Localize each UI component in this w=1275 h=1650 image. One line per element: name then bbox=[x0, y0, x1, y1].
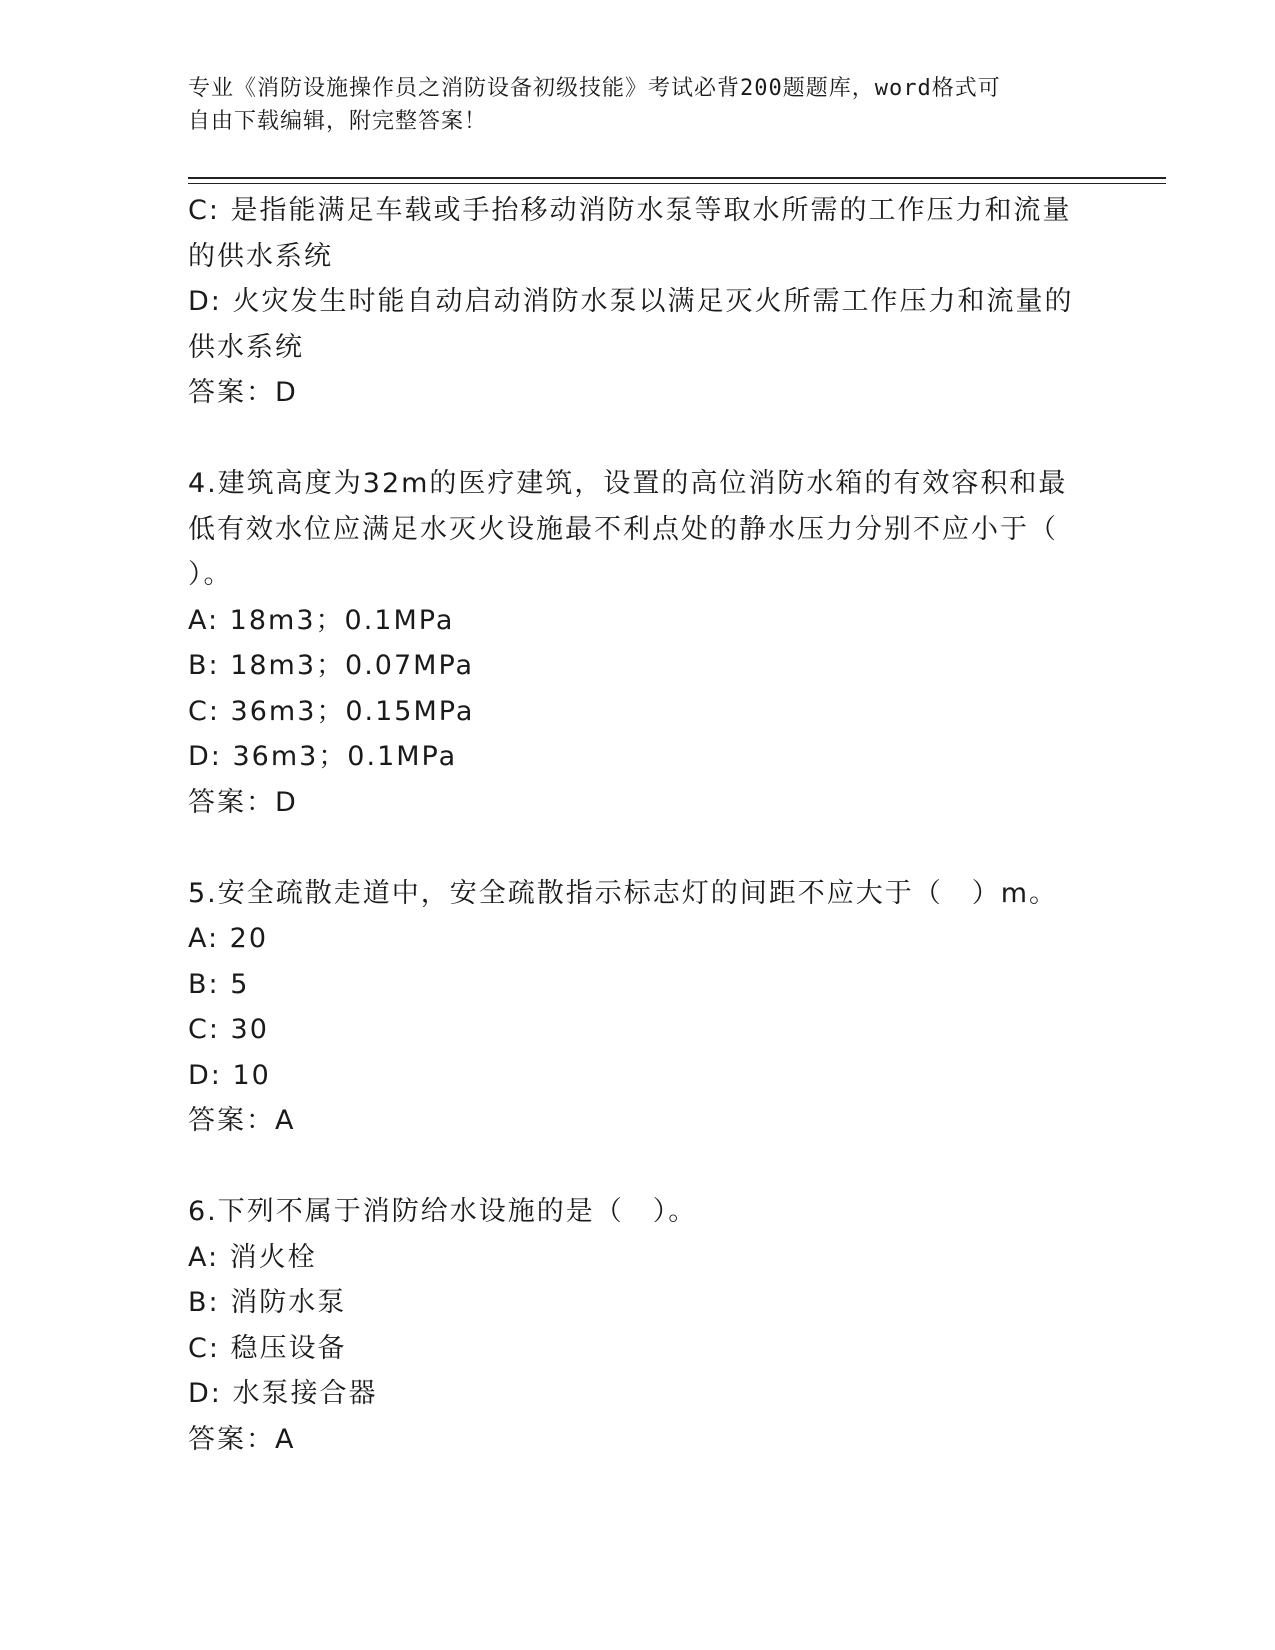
option-a: A: 18m3；0.1MPa bbox=[188, 604, 455, 636]
question-5 bbox=[188, 871, 1088, 1144]
option-d: D: 水泵接合器 bbox=[188, 1378, 378, 1409]
question-4 bbox=[188, 461, 1088, 825]
answer-line: 答案：D bbox=[188, 377, 298, 408]
question-3-tail bbox=[188, 188, 1088, 416]
question-stem-line-1: 4.建筑高度为32m的医疗建筑，设置的高位消防水箱的有效容积和最 bbox=[188, 468, 1068, 499]
question-stem-line-3: ）。 bbox=[188, 559, 233, 590]
option-c-line-1: C: 是指能满足车载或手抬移动消防水泵等取水所需的工作压力和流量 bbox=[188, 195, 1072, 226]
option-c-line-2: 的供水系统 bbox=[188, 240, 333, 272]
option-c: C: 36m3；0.15MPa bbox=[188, 695, 475, 727]
spacer bbox=[188, 825, 1088, 871]
question-stem-line-2: 低有效水位应满足水灭火设施最不利点处的静水压力分别不应小于（ bbox=[188, 513, 1058, 545]
spacer bbox=[188, 416, 1088, 462]
header-divider-thin bbox=[188, 183, 1166, 184]
question-stem: 5.安全疏散走道中，安全疏散指示标志灯的间距不应大于（ ）m。 bbox=[188, 877, 1059, 909]
header-title-line-1: 专业《消防设施操作员之消防设备初级技能》考试必背200题题库，word格式可 bbox=[188, 76, 1001, 101]
answer-line: 答案：D bbox=[188, 786, 298, 818]
header-title-line-2: 自由下载编辑，附完整答案！ bbox=[188, 109, 488, 134]
option-c: C: 30 bbox=[188, 1014, 269, 1045]
option-a: A: 20 bbox=[188, 923, 269, 954]
option-d: D: 36m3；0.1MPa bbox=[188, 741, 458, 772]
option-a: A: 消火栓 bbox=[188, 1241, 317, 1273]
question-stem: 6.下列不属于消防给水设施的是（ ）。 bbox=[188, 1196, 698, 1227]
document-header bbox=[188, 72, 1088, 138]
option-b: B: 18m3；0.07MPa bbox=[188, 650, 475, 681]
option-c: C: 稳压设备 bbox=[188, 1332, 347, 1364]
option-d-line-2: 供水系统 bbox=[188, 331, 304, 363]
option-d: D: 10 bbox=[188, 1059, 271, 1091]
header-divider-thick bbox=[188, 177, 1166, 179]
answer-line: 答案：A bbox=[188, 1105, 296, 1136]
question-6 bbox=[188, 1189, 1088, 1462]
option-b: B: 5 bbox=[188, 968, 250, 1000]
question-content bbox=[188, 188, 1088, 1462]
spacer bbox=[188, 1144, 1088, 1190]
answer-line: 答案：A bbox=[188, 1423, 296, 1455]
option-d-line-1: D: 火灾发生时能自动启动消防水泵以满足灭火所需工作压力和流量的 bbox=[188, 286, 1074, 317]
option-b: B: 消防水泵 bbox=[188, 1287, 347, 1318]
